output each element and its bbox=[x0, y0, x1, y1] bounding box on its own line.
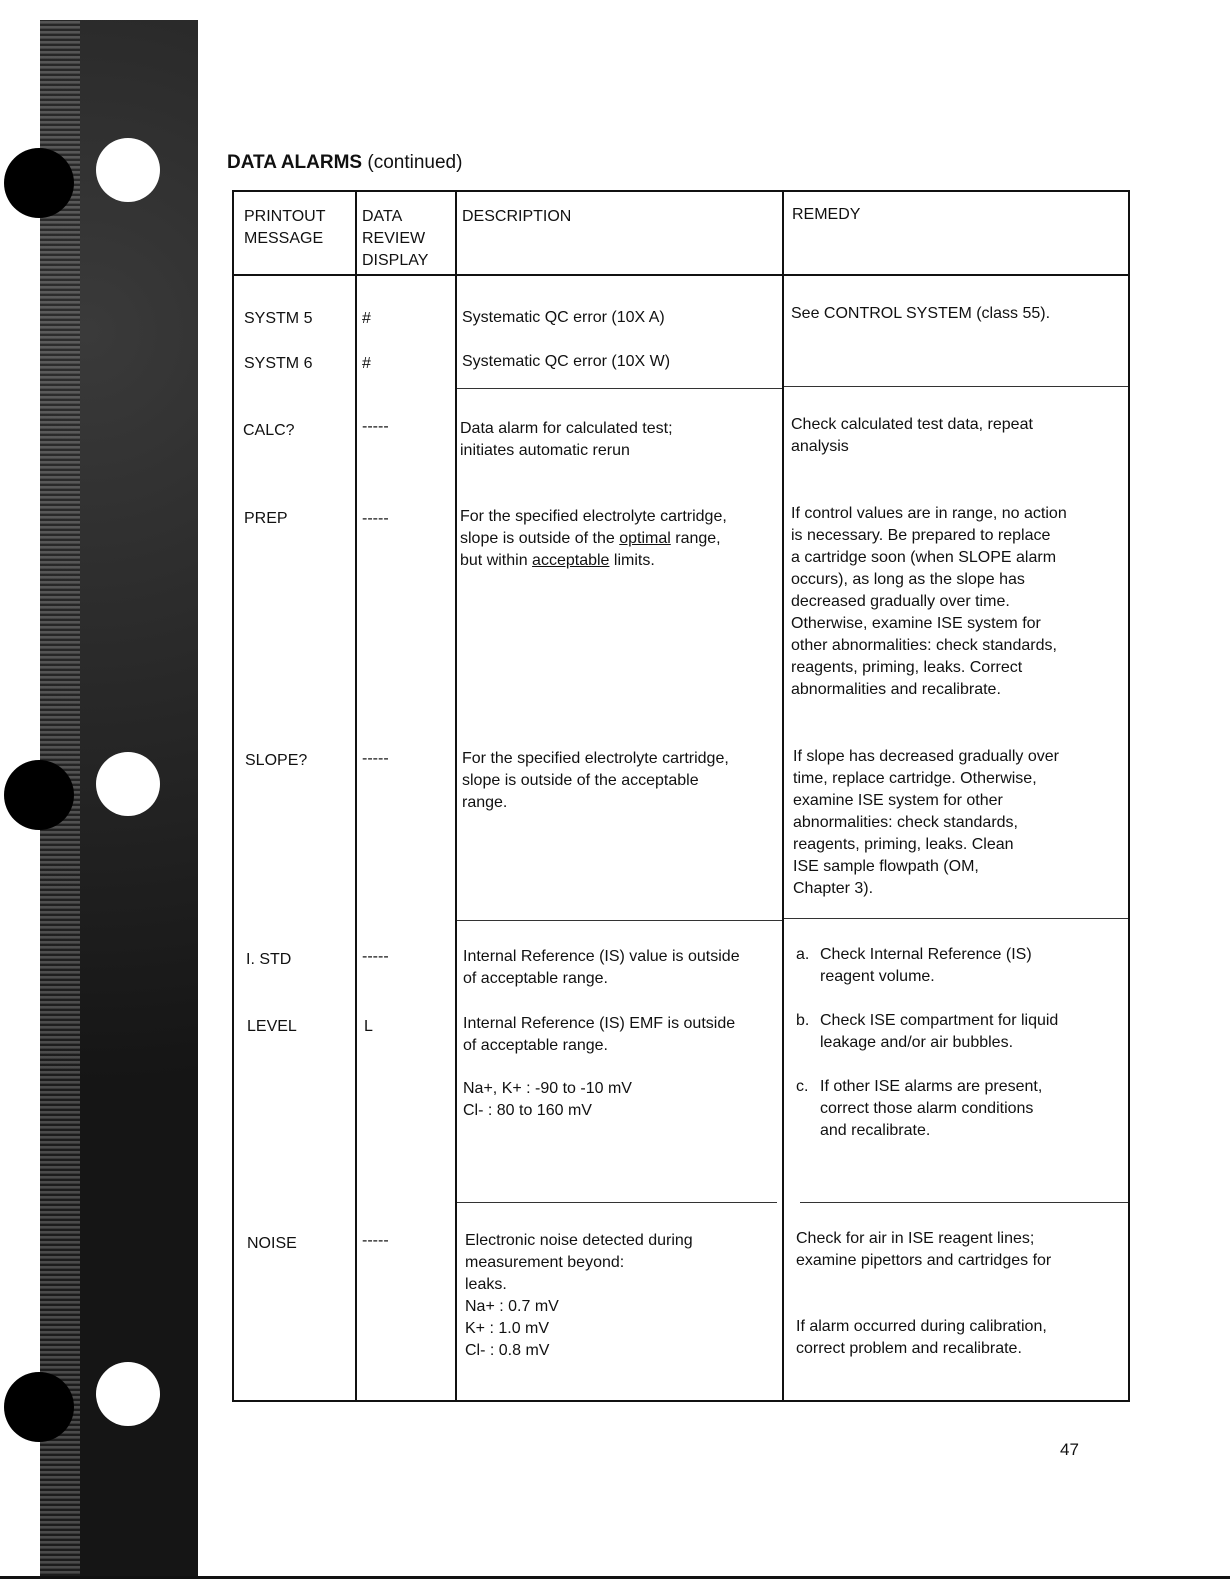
level-remedy-marker: c. bbox=[796, 1078, 809, 1095]
row-calc-remedy: Check calculated test data, repeat analysis bbox=[791, 416, 1033, 455]
level-remedy-marker: b. bbox=[796, 1012, 810, 1029]
header-divider bbox=[232, 274, 1130, 276]
level-remedy-text: Check Internal Reference (IS) reagent volume. bbox=[820, 946, 1032, 985]
row-level-display: L bbox=[364, 1018, 373, 1035]
row-prep-description-acceptable: acceptable bbox=[532, 552, 610, 569]
column-divider-3 bbox=[782, 190, 784, 1402]
row-level-description: Internal Reference (IS) EMF is outside of acceptable range. bbox=[463, 1015, 736, 1054]
punch-hole-shadow-middle bbox=[4, 760, 74, 830]
row-noise-message: NOISE bbox=[247, 1235, 297, 1252]
header-description: DESCRIPTION bbox=[462, 208, 572, 225]
row-prep-description-part1: For the specified electrolyte cartridge, slope is outside of the bbox=[460, 508, 727, 547]
row-systm6-message: SYSTM 6 bbox=[244, 355, 313, 372]
header-remedy: REMEDY bbox=[792, 206, 861, 223]
row-istd-message: I. STD bbox=[246, 951, 292, 968]
section-rule-desc-2 bbox=[457, 920, 782, 921]
row-systm6-display: # bbox=[362, 355, 371, 372]
page-number: 47 bbox=[1060, 1440, 1079, 1459]
row-prep-message: PREP bbox=[244, 510, 288, 527]
row-level-ranges: Na+, K+ : -90 to -10 mV Cl- : 80 to 160 mV bbox=[463, 1080, 632, 1119]
punch-hole-shadow-top bbox=[4, 148, 74, 218]
column-divider-2 bbox=[455, 190, 457, 1402]
level-remedy-item bbox=[796, 1010, 1058, 1054]
row-istd-display: ----- bbox=[362, 948, 389, 965]
row-noise-display: ----- bbox=[362, 1232, 389, 1249]
row-istd-description: Internal Reference (IS) value is outside of acceptable range. bbox=[463, 948, 740, 987]
page-title-bold: DATA ALARMS bbox=[227, 152, 363, 173]
row-systm5-display: # bbox=[362, 310, 371, 327]
level-remedy-item bbox=[796, 944, 1058, 988]
row-prep-description-part2: range, but within bbox=[460, 530, 721, 569]
row-noise-remedy-part1: Check for air in ISE reagent lines; examine pipettors and cartridges for bbox=[796, 1230, 1052, 1269]
row-prep-description-optimal: optimal bbox=[619, 530, 671, 547]
level-remedy-text: If other ISE alarms are present, correct those alarm conditions and recalibrate. bbox=[820, 1078, 1043, 1139]
punch-hole-bottom bbox=[96, 1362, 160, 1426]
section-rule-remedy-1 bbox=[784, 386, 1128, 387]
row-calc-display: ----- bbox=[362, 418, 389, 435]
row-level-message: LEVEL bbox=[247, 1018, 297, 1035]
section-rule-desc-1 bbox=[457, 388, 782, 389]
level-remedy-item bbox=[796, 1076, 1058, 1142]
row-prep-display: ----- bbox=[362, 510, 389, 527]
level-remedy-marker: a. bbox=[796, 946, 810, 963]
row-systm5-remedy: See CONTROL SYSTEM (class 55). bbox=[791, 305, 1051, 322]
punch-hole-shadow-bottom bbox=[4, 1372, 74, 1442]
row-prep-description bbox=[460, 506, 727, 572]
bottom-scan-edge bbox=[0, 1576, 1230, 1579]
row-slope-display: ----- bbox=[362, 750, 389, 767]
header-data-review-display: DATA REVIEW DISPLAY bbox=[362, 208, 429, 269]
row-prep-remedy: If control values are in range, no action is necessary. Be prepared to replace a cartridge soon (when SLOPE alarm occurs), as long as the slope has decreased gradually over time. Otherwise, examine ISE system for other abnormalities: check standards, reagents, priming, leaks. Correct abnormalities and recalibrate. bbox=[791, 505, 1067, 698]
row-slope-message: SLOPE? bbox=[245, 752, 308, 769]
row-prep-description-part3: limits. bbox=[609, 552, 655, 569]
section-rule-remedy-2 bbox=[784, 918, 1128, 919]
row-systm5-description: Systematic QC error (10X A) bbox=[462, 309, 665, 326]
row-slope-description: For the specified electrolyte cartridge, slope is outside of the acceptable range. bbox=[462, 750, 729, 811]
column-divider-1 bbox=[355, 190, 357, 1402]
header-printout-message: PRINTOUT MESSAGE bbox=[244, 208, 326, 247]
level-remedy-list bbox=[796, 944, 1058, 1142]
row-calc-message: CALC? bbox=[243, 422, 295, 439]
page-title-rest: (continued) bbox=[367, 152, 463, 173]
punch-hole-middle bbox=[96, 752, 160, 816]
section-rule-remedy-3 bbox=[800, 1202, 1128, 1203]
punch-hole-top bbox=[96, 138, 160, 202]
row-systm5-message: SYSTM 5 bbox=[244, 310, 313, 327]
section-rule-desc-3 bbox=[457, 1202, 777, 1203]
level-remedy-text: Check ISE compartment for liquid leakage and/or air bubbles. bbox=[820, 1012, 1059, 1051]
row-noise-remedy-part2: If alarm occurred during calibration, correct problem and recalibrate. bbox=[796, 1318, 1047, 1357]
page-title bbox=[227, 152, 462, 174]
row-systm6-description: Systematic QC error (10X W) bbox=[462, 353, 671, 370]
row-calc-description: Data alarm for calculated test; initiates automatic rerun bbox=[460, 420, 673, 459]
row-slope-remedy: If slope has decreased gradually over time, replace cartridge. Otherwise, examine ISE system for other abnormalities: check standards, reagents, priming, leaks. Clean ISE sample flowpath (OM, Chapter 3). bbox=[793, 748, 1059, 897]
row-noise-description: Electronic noise detected during measurement beyond: leaks. Na+ : 0.7 mV K+ : 1.0 mV Cl- : 0.8 mV bbox=[465, 1232, 693, 1359]
